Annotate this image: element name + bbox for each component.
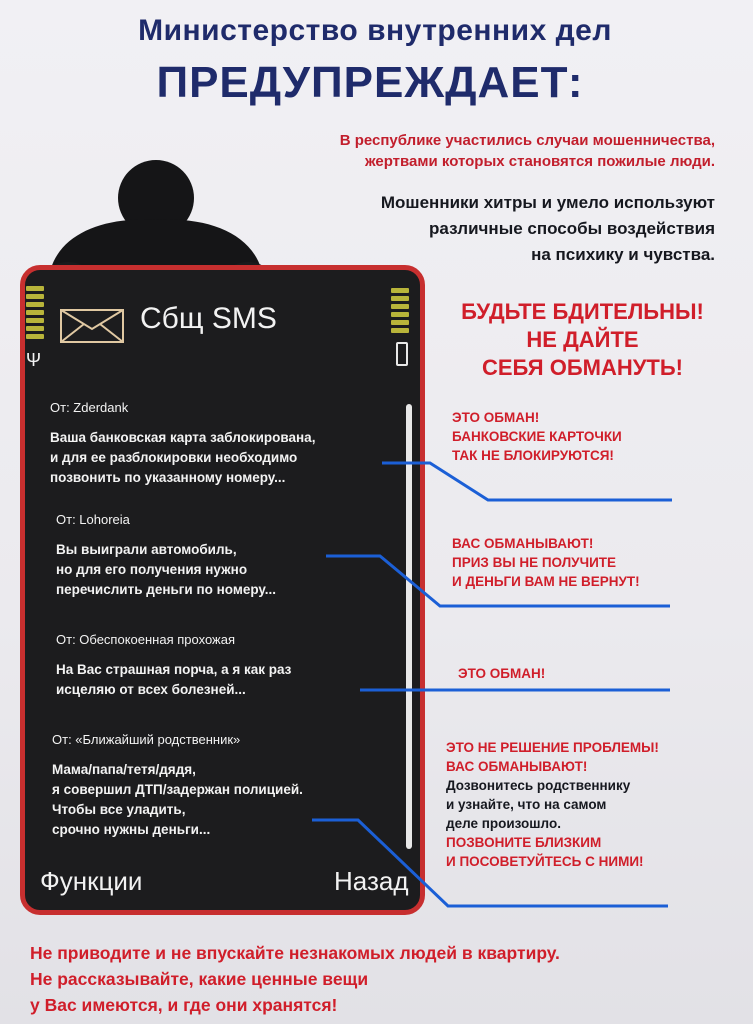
- fraud-note: ЭТО НЕ РЕШЕНИЕ ПРОБЛЕМЫ! ВАС ОБМАНЫВАЮТ! Дозвонитесь родственнику и узнайте, что на самом деле произошло. ПОЗВОНИТЕ БЛИЗКИМ И ПОСОВЕТУЙТЕСЬ С НИМИ!: [446, 740, 659, 869]
- ministry-title: Министерство внутренних дел: [138, 14, 612, 47]
- warning-headline: ПРЕДУПРЕЖДАЕТ:: [156, 58, 584, 107]
- sms-message: От: «Ближайший родственник» Мама/папа/тетя/дядя, я совершил ДТП/задержан полицией. Чтобы все уладить, срочно нужны деньги...: [52, 732, 303, 837]
- right-softkey[interactable]: Назад: [334, 866, 409, 896]
- fraud-note: ЭТО ОБМАН! БАНКОВСКИЕ КАРТОЧКИ ТАК НЕ БЛОКИРУЮТСЯ!: [452, 410, 622, 463]
- sms-message: От: Обеспокоенная прохожая На Вас страшная порча, а я как раз исцеляю от всех болезней...: [56, 632, 292, 697]
- bottom-advice: Не приводите и не впускайте незнакомых людей в квартиру. Не рассказывайте, какие ценные вещи у Вас имеются, и где они хранятся!: [30, 943, 560, 1015]
- warning-block: БУДЬТЕ БДИТЕЛЬНЫ! НЕ ДАЙТЕ СЕБЯ ОБМАНУТЬ!: [461, 299, 704, 380]
- fraud-note: ВАС ОБМАНЫВАЮТ! ПРИЗ ВЫ НЕ ПОЛУЧИТЕ И ДЕНЬГИ ВАМ НЕ ВЕРНУТ!: [452, 536, 640, 589]
- antenna-icon: Ψ: [26, 350, 42, 370]
- intro-dark-text: Мошенники хитры и умело используют различные способы воздействия на психику и чувства.: [380, 193, 715, 264]
- fraud-note: ЭТО ОБМАН!: [458, 666, 546, 681]
- sms-message: От: Lohoreia Вы выиграли автомобиль, но для его получения нужно перечислить деньги по номеру...: [56, 512, 276, 597]
- sms-message: От: Zderdank Ваша банковская карта заблокирована, и для ее разблокировки необходимо позвонить по указанному номеру...: [50, 400, 316, 485]
- intro-red-text: В республике участились случаи мошенничества, жертвами которых становятся пожилые люди.: [339, 132, 715, 170]
- left-softkey[interactable]: Функции: [40, 866, 143, 896]
- phone-title: Сбщ SMS: [140, 302, 277, 335]
